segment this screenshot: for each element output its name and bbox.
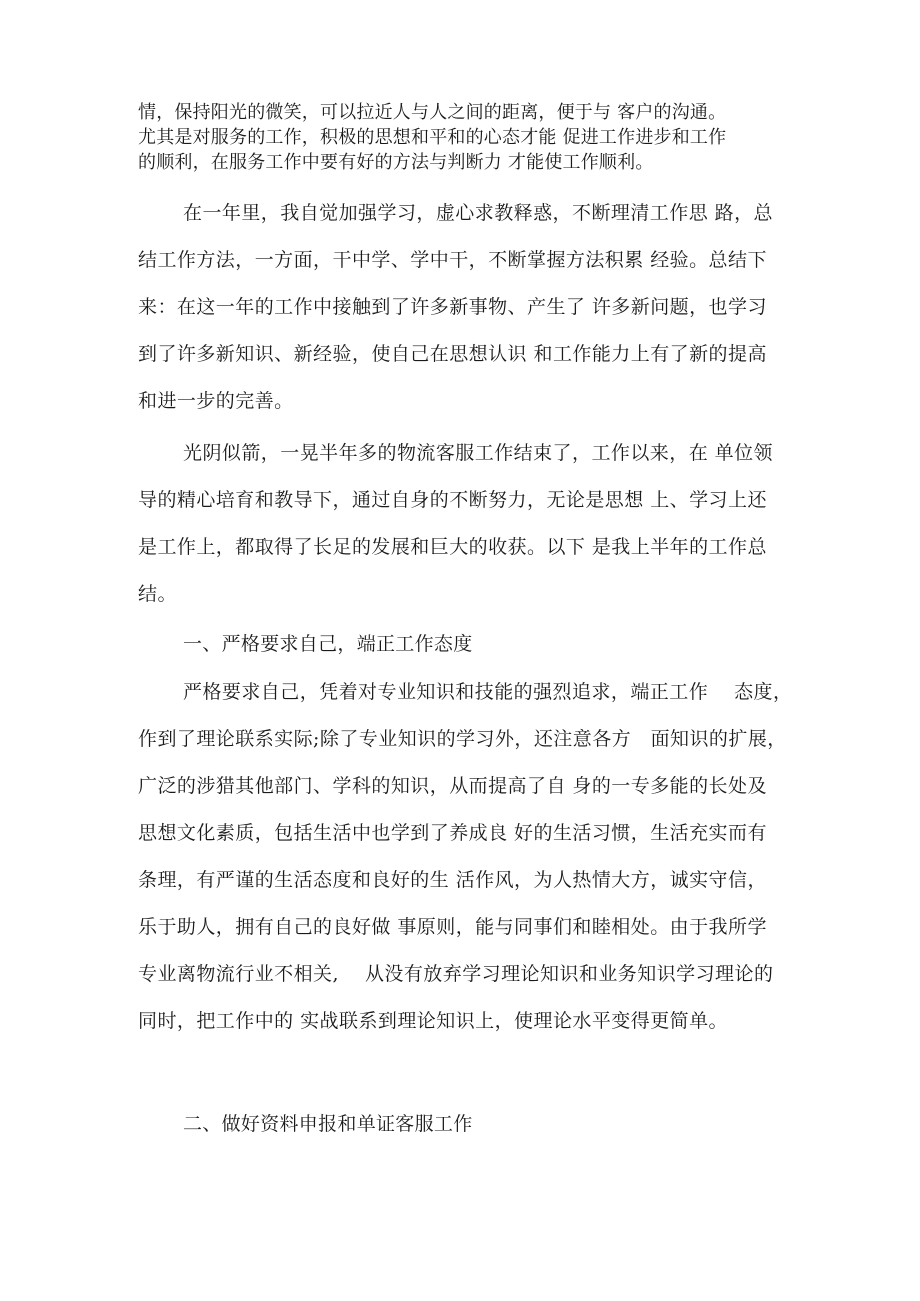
text-line: 情，保持阳光的微笑，可以拉近人与人之间的距离，便于与 客户的沟通。 [138,102,727,123]
text-line: 的顺利，在服务工作中要有好的方法与判断力 才能使工作顺利。 [138,152,654,173]
text-line: 专业离物流行业不相关, 从没有放弃学习理论知识和业务知识学习理论的 [138,963,774,985]
text-line: 严格要求自己，凭着对专业知识和技能的强烈追求，端正工作 态度， [183,681,793,703]
text-line: 结工作方法，一方面，干中学、学中干，不断掌握方法积累 经验。总结下 [138,249,767,271]
text-line: 结。 [138,583,177,605]
section-heading: 二、做好资料申报和单证客服工作 [183,1113,473,1135]
text-line: 光阴似箭，一晃半年多的物流客服工作结束了，工作以来，在 单位领 [183,442,773,464]
text-line: 来：在这一年的工作中接触到了许多新事物、产生了 许多新问题，也学习 [138,296,767,318]
text-line: 条理，有严谨的生活态度和良好的生 活作风，为人热情大方，诚实守信， [138,869,767,891]
text-line: 乐于助人，拥有自己的良好做 事原则，能与同事们和睦相处。由于我所学 [138,916,767,938]
text-line: 思想文化素质，包括生活中也学到了养成良 好的生活习惯，生活充实而有 [138,822,767,844]
text-line: 到了许多新知识、新经验，使自己在思想认识 和工作能力上有了新的提高 [138,343,767,365]
text-line: 和进一步的完善。 [138,390,294,412]
text-line: 同时，把工作中的 实战联系到理论知识上，使理论水平变得更简单。 [138,1010,728,1032]
text-line: 广泛的涉猎其他部门、学科的知识，从而提高了自 身的一专多能的长处及 [138,775,767,797]
section-heading: 一、严格要求自己，端正工作态度 [183,633,473,655]
text-line: 是工作上，都取得了长足的发展和巨大的收获。以下 是我上半年的工作总 [138,536,767,558]
text-line: 尤其是对服务的工作，积极的思想和平和的心态才能 促进工作进步和工作 [138,127,727,148]
text-line: 作到了理论联系实际;除了专业知识的学习外，还注意各方 面知识的扩展， [138,728,787,750]
text-line: 导的精心培育和教导下，通过自身的不断努力，无论是思想 上、学习上还 [138,489,767,511]
text-line: 在一年里，我自觉加强学习，虚心求教释惑，不断理清工作思 路，总 [183,202,773,224]
